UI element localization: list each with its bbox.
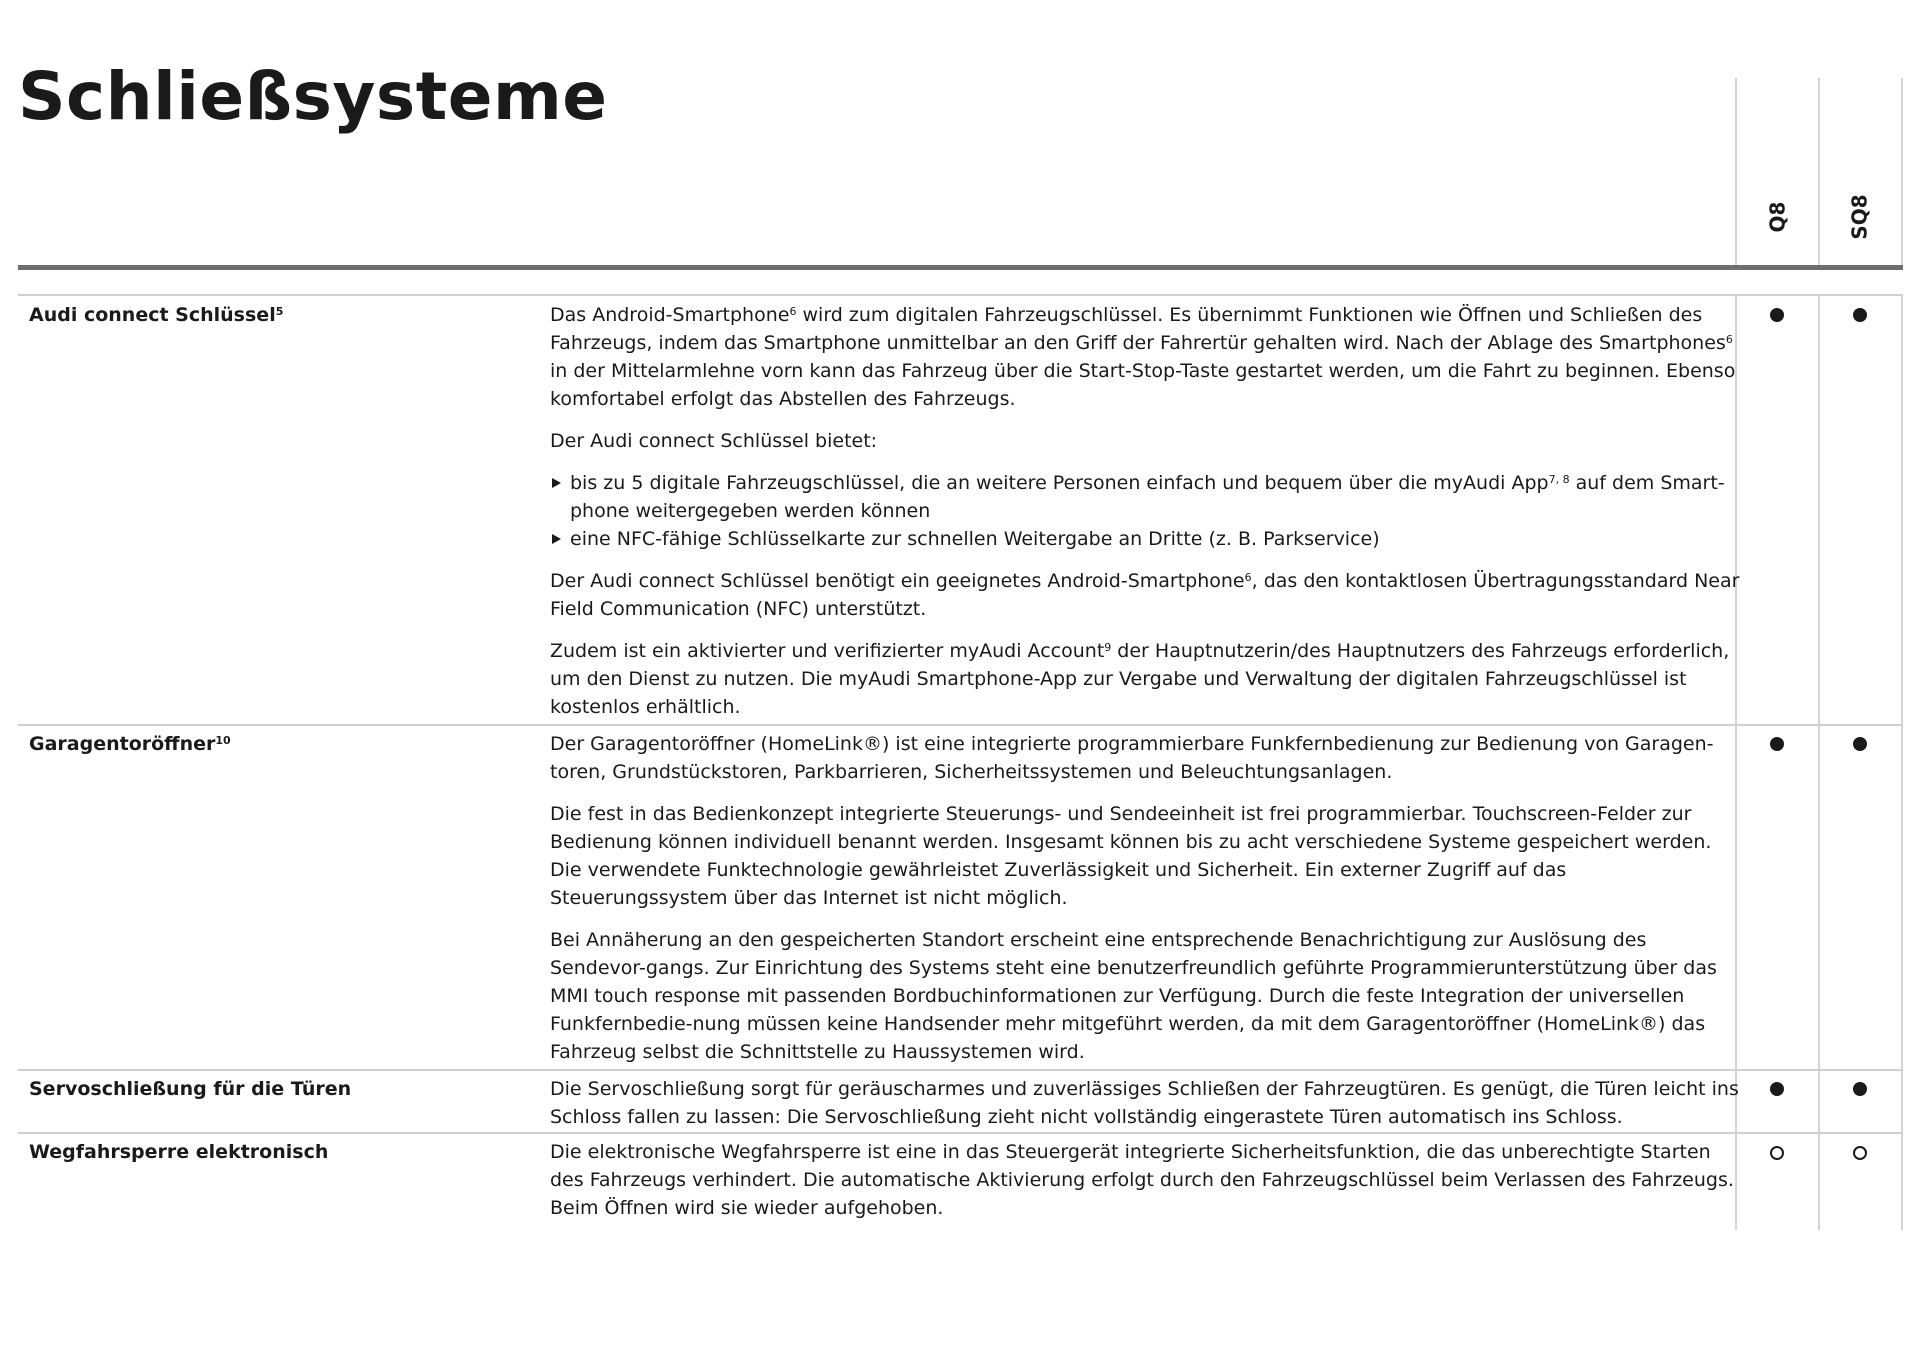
text-segment: Der Audi connect Schlüssel bietet: [550, 430, 878, 452]
column-divider [1901, 78, 1903, 266]
row-label-text: Servoschließung für die Türen [29, 1078, 352, 1100]
description-paragraph [550, 427, 1740, 455]
standard-equipment-dot [1853, 1082, 1867, 1096]
row-label-text: Audi connect Schlüssel [29, 304, 276, 326]
footnote-ref: 6 [1725, 333, 1733, 346]
description-paragraph [550, 301, 1740, 413]
row-divider [18, 294, 1903, 296]
description-paragraph [550, 567, 1740, 623]
row-description [550, 1138, 1740, 1236]
footnote-ref: 6 [789, 305, 797, 318]
list-item [550, 469, 1740, 525]
column-divider [1901, 295, 1903, 1230]
text-segment: eine NFC-fähige Schlüsselkarte zur schnellen Weitergabe an Dritte (z. B. Parkservice) [570, 528, 1380, 550]
description-paragraph [550, 1075, 1740, 1131]
text-segment: Die fest in das Bedienkonzept integrierte Steuerungs- und Sendeeinheit ist frei programmierbar. Touchscreen-Felder zur Bedienung können individuell benannt werden. Insgesamt können bis zu acht verschiedene Systeme gespeichert werden. Die verwendete Funktechnologie gewährleistet Zuverlässigkeit und Sicherheit. Ein externer Zugriff auf das Steuerungssystem über das Internet ist nicht möglich. [550, 803, 1712, 909]
standard-equipment-dot [1770, 1082, 1784, 1096]
text-segment: wird zum digitalen Fahrzeugschlüssel. Es übernimmt Funktionen wie Öffnen und Schließen des Fahrzeugs, indem das Smartphone unmittelbar an den Griff der Fahrertür gehalten wird. Nach der Ablage des Smartphones [550, 304, 1726, 354]
header-rule [18, 265, 1903, 270]
row-label-text: Garagentoröffner [29, 733, 216, 755]
text-segment: in der Mittelarmlehne vorn kann das Fahrzeug über die Start-Stop-Taste gestartet werden, um die Fahrt zu beginnen. Ebenso komfortabel erfolgt das Abstellen des Fahrzeugs. [550, 360, 1736, 410]
row-label [29, 1075, 351, 1103]
row-label [29, 730, 231, 758]
description-paragraph [550, 730, 1740, 786]
text-segment: bis zu 5 digitale Fahrzeugschlüssel, die an weitere Personen einfach und bequem über die myAudi App [570, 472, 1549, 494]
row-label [29, 301, 283, 329]
footnote-ref: 5 [275, 305, 284, 318]
text-segment: der Hauptnutzerin/des Hauptnutzers des Fahrzeugs erforderlich, um den Dienst zu nutzen. Die myAudi Smartphone-App zur Vergabe und Verwaltung der digitalen Fahrzeugschlüssel ist kostenlos erhältlich. [550, 640, 1730, 718]
row-description [550, 301, 1740, 735]
description-paragraph [550, 1138, 1740, 1222]
row-label [29, 1138, 328, 1166]
text-segment: Bei Annäherung an den gespeicherten Standort erscheint eine entsprechende Benachrichtigung zur Auslösung des Sendevor-gangs. Zur Einrichtung des Systems steht eine benutzerfreundlich geführte Programmierunterstützung über das MMI touch response mit passenden Bordbuchinformationen zur Verfügung. Durch die feste Integration der universellen Funkfernbedie-nung müssen keine Handsender mehr mitgeführt werden, da mit dem Garagentoröffner (HomeLink®) das Fahrzeug selbst die Schnittstelle zu Haussystemen wird. [550, 929, 1717, 1063]
row-label-text: Wegfahrsperre elektronisch [29, 1141, 329, 1163]
standard-equipment-dot [1770, 737, 1784, 751]
optional-equipment-circle [1770, 1146, 1784, 1160]
footnote-ref: 6 [1244, 571, 1252, 584]
footnote-ref: 10 [215, 734, 231, 747]
page-title: Schließsysteme [18, 58, 608, 135]
standard-equipment-dot [1770, 308, 1784, 322]
description-paragraph [550, 800, 1740, 912]
list-item [550, 525, 1740, 553]
feature-list [550, 469, 1740, 553]
text-segment: Die Servoschließung sorgt für geräuscharmes und zuverlässiges Schließen der Fahrzeugtüren. Es genügt, die Türen leicht ins Schloss fallen zu lassen: Die Servoschließung zieht nicht vollständig eingerastete Türen automatisch ins Schloss. [550, 1078, 1739, 1128]
column-header-sq8 [1819, 194, 1901, 240]
text-segment: Der Garagentoröffner (HomeLink®) ist eine integrierte programmierbare Funkfernbedienung zur Bedienung von Garagen-toren, Grundstückstoren, Parkbarrieren, Sicherheitssystemen und Beleuchtungsanlagen. [550, 733, 1714, 783]
column-header-label: Q8 [1764, 201, 1789, 233]
footnote-ref: 7, 8 [1548, 473, 1570, 486]
row-description [550, 1075, 1740, 1145]
text-segment: auf dem Smart-phone weitergegeben werden können [570, 472, 1725, 522]
standard-equipment-dot [1853, 308, 1867, 322]
column-divider [1818, 295, 1820, 1230]
standard-equipment-dot [1853, 737, 1867, 751]
text-segment: Das Android-Smartphone [550, 304, 790, 326]
row-description [550, 730, 1740, 1080]
text-segment: Zudem ist ein aktivierter und verifizierter myAudi Account [550, 640, 1105, 662]
column-header-q8 [1736, 201, 1818, 233]
description-paragraph [550, 926, 1740, 1066]
column-header-label: SQ8 [1847, 194, 1872, 240]
optional-equipment-circle [1853, 1146, 1867, 1160]
text-segment: Der Audi connect Schlüssel benötigt ein geeignetes Android-Smartphone [550, 570, 1245, 592]
footnote-ref: 9 [1104, 641, 1112, 654]
description-paragraph [550, 637, 1740, 721]
column-divider [1735, 78, 1737, 266]
column-divider [1818, 78, 1820, 266]
text-segment: Die elektronische Wegfahrsperre ist eine in das Steuergerät integrierte Sicherheitsfunktion, die das unberechtigte Starten des Fahrzeugs verhindert. Die automatische Aktivierung erfolgt durch den Fahrzeugschlüssel beim Verlassen des Fahrzeugs. Beim Öffnen wird sie wieder aufgehoben. [550, 1141, 1734, 1219]
text-segment: , das den kontaktlosen Übertragungsstandard Near Field Communication (NFC) unterstützt. [550, 570, 1740, 620]
